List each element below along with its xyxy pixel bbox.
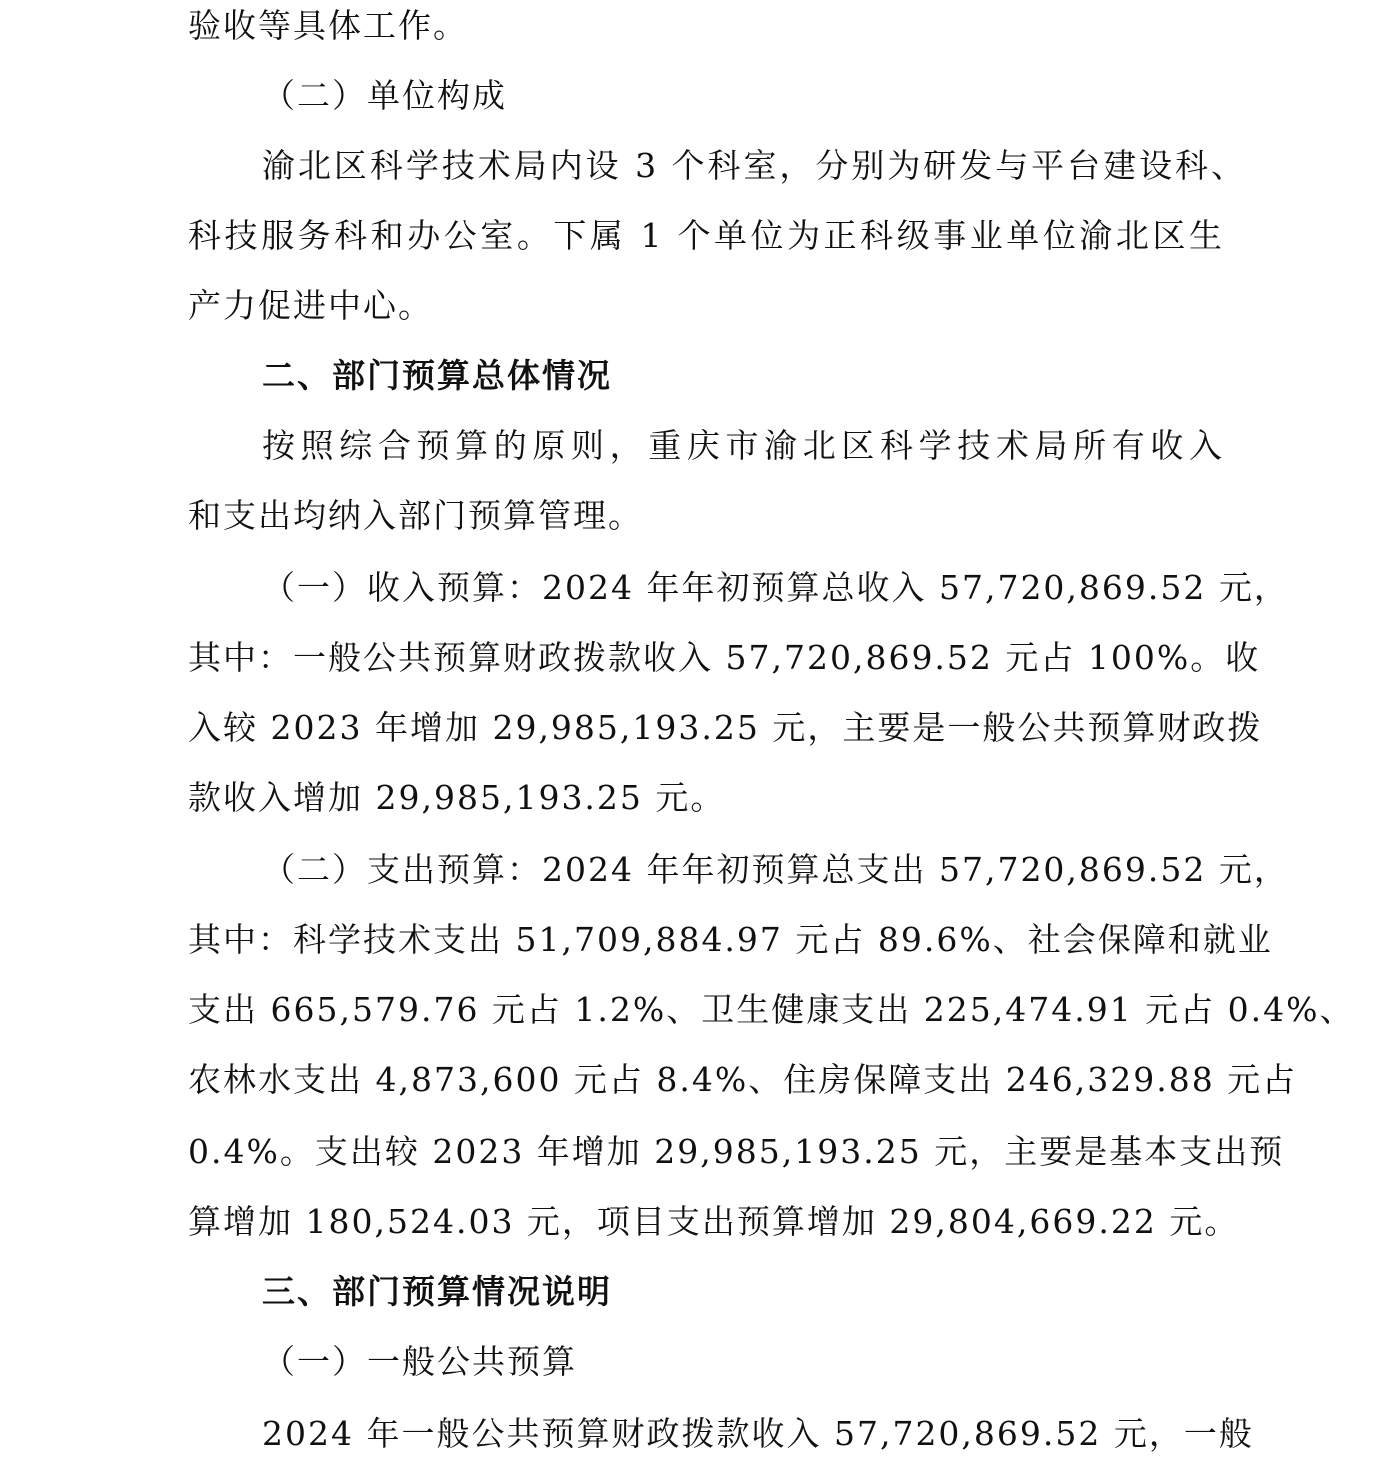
section-heading-budget-explanation: 三、部门预算情况说明 [262, 1272, 612, 1311]
text-line: 支出 665,579.76 元占 1.2%、卫生健康支出 225,474.91 元占 0.4%、 [188, 990, 1355, 1029]
text-line: （一）收入预算：2024 年年初预算总收入 57,720,869.52 元， [262, 568, 1289, 607]
text-line: 款收入增加 29,985,193.25 元。 [188, 778, 726, 817]
section-heading-budget-overview: 二、部门预算总体情况 [262, 356, 612, 395]
text-line: 入较 2023 年增加 29,985,193.25 元，主要是一般公共预算财政拨 [188, 708, 1263, 747]
text-line: 产力促进中心。 [188, 286, 433, 325]
text-line: （二）支出预算：2024 年年初预算总支出 57,720,869.52 元， [262, 850, 1289, 889]
text-line: 0.4%。支出较 2023 年增加 29,985,193.25 元，主要是基本支出预 [188, 1132, 1285, 1171]
text-line: 按照综合预算的原则，重庆市渝北区科学技术局所有收入 [262, 426, 1224, 465]
text-line: 其中：一般公共预算财政拨款收入 57,720,869.52 元占 100%。收 [188, 638, 1261, 677]
text-line: 其中：科学技术支出 51,709,884.97 元占 89.6%、社会保障和就业 [188, 920, 1273, 959]
text-line: 和支出均纳入部门预算管理。 [188, 496, 643, 535]
text-line: 科技服务科和办公室。下属 1 个单位为正科级事业单位渝北区生 [188, 216, 1224, 255]
text-line: 农林水支出 4,873,600 元占 8.4%、住房保障支出 246,329.88 元占 [188, 1060, 1298, 1099]
text-line: 算增加 180,524.03 元，项目支出预算增加 29,804,669.22 元。 [188, 1202, 1240, 1241]
subheading-unit-composition: （二）单位构成 [262, 76, 507, 115]
text-line: 2024 年一般公共预算财政拨款收入 57,720,869.52 元，一般 [262, 1414, 1254, 1453]
text-line: 渝北区科学技术局内设 3 个科室，分别为研发与平台建设科、 [262, 146, 1246, 185]
subheading-general-public-budget: （一）一般公共预算 [262, 1342, 577, 1381]
text-line: 验收等具体工作。 [188, 6, 468, 45]
